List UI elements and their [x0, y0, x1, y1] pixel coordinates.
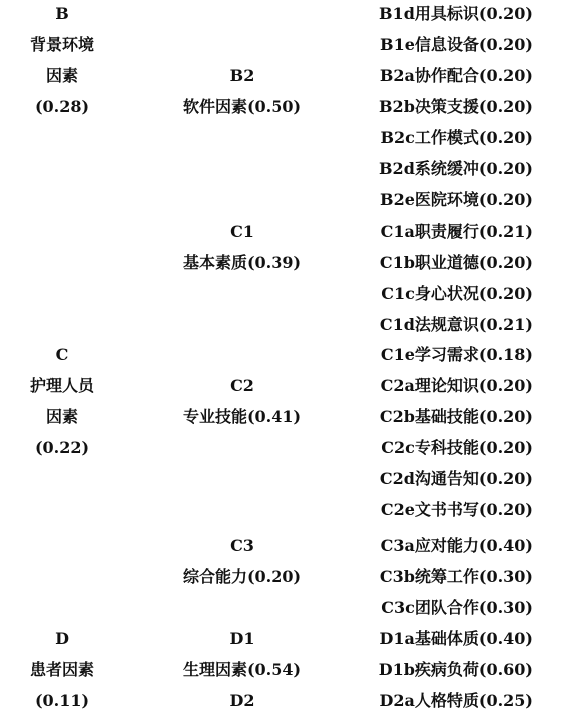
indicator-c1c: C1c身心状况(0.20) [381, 284, 533, 303]
indicator-c2b: C2b基础技能(0.20) [379, 407, 533, 426]
indicator-c1e: C1e学习需求(0.18) [380, 345, 533, 364]
indicator-c3b: C3b统筹工作(0.30) [379, 567, 533, 586]
indicator-c3a: C3a应对能力(0.40) [380, 536, 533, 555]
indicator-c1d: C1d法规意识(0.21) [379, 315, 533, 334]
indicator-d2a: D2a人格特质(0.25) [379, 691, 533, 710]
indicator-b2a: B2a协作配合(0.20) [379, 66, 533, 85]
indicator-d1b: D1b疾病负荷(0.60) [378, 660, 533, 679]
indicator-b2c: B2c工作模式(0.20) [380, 128, 533, 147]
indicator-c2d: C2d沟通告知(0.20) [379, 469, 533, 488]
indicator-c1b: C1b职业道德(0.20) [379, 253, 533, 272]
indicator-b2d: B2d系统缓冲(0.20) [379, 159, 533, 178]
indicator-c3c: C3c团队合作(0.30) [381, 598, 533, 617]
indicator-c2c: C2c专科技能(0.20) [381, 438, 533, 457]
indicator-b1d: B1d用具标识(0.20) [379, 4, 533, 23]
indicator-d1a: D1a基础体质(0.40) [379, 629, 533, 648]
indicator-c2a: C2a理论知识(0.20) [380, 376, 533, 395]
indicator-b2b: B2b决策支援(0.20) [379, 97, 533, 116]
indicator-table: B 背景环境 因素 (0.28) C 护理人员 因素 (0.22) D 患者因素 (0.11) B2 软件因素(0.50) C1 基本素质(0.39) C2 专业技能(0.41) C3 综合能力(0.20) D1 生理因素(0.54) D2 B1d用具标识(0.20) B1e信息设备(0.20) B2a协作配合(0.20) B2b决策支援(0.20) B2c工作模式(0.20) B2d系统缓冲(0.20) B2e医院环境(0.20) C1a职责履行(0.21) C1b职业道德(0.20) C1c身心状况(0.20) C1d法规意识(0.21) C1e学习需求(0.18) C2a理论知识(0.20) C2b基础技能(0.20) C2c专科技能(0.20) C2d沟通告知(0.20) C2e文书书写(0.20) C3a应对能力(0.40) C3b统筹工作(0.30) C3c团队合作(0.30) D1a基础体质(0.40) D1b疾病负荷(0.60) D2a人格特质(0.25) [30, 4, 533, 710]
indicator-b1e: B1e信息设备(0.20) [380, 35, 533, 54]
indicator-c2e: C2e文书书写(0.20) [380, 500, 533, 519]
indicator-c1a: C1a职责履行(0.21) [380, 222, 533, 241]
indicator-b2e: B2e医院环境(0.20) [380, 190, 533, 209]
